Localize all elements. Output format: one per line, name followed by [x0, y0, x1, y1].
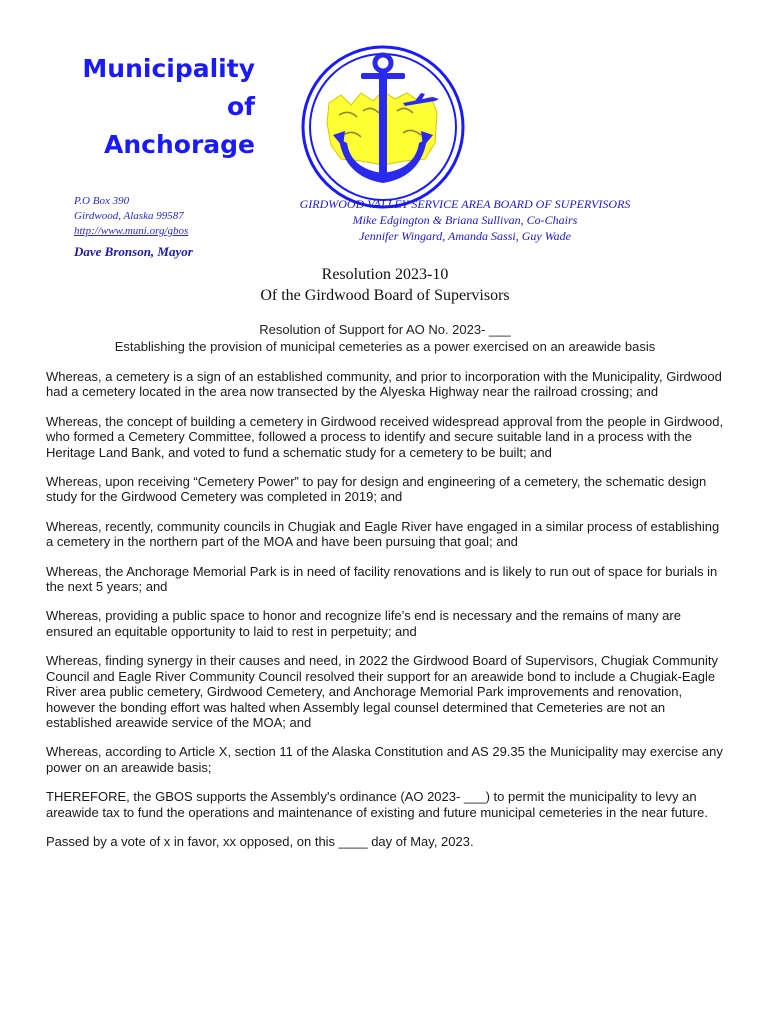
- resolution-heading: [0, 264, 770, 306]
- municipality-heading: [60, 50, 255, 164]
- board-members: Jennifer Wingard, Amanda Sassi, Guy Wade: [359, 229, 571, 243]
- mayor-name: Dave Bronson, Mayor: [74, 244, 193, 259]
- passed-vote-line: Passed by a vote of x in favor, xx opposed, on this ____ day of May, 2023.: [46, 833, 474, 849]
- paragraph: Whereas, recently, community councils in Chugiak and Eagle River have engaged in a similar process of establishing a cemetery in the northern part of the MOA and have been pursuing that goal; and: [46, 518, 720, 550]
- municipality-line-2: of: [226, 92, 255, 121]
- resolution-support: [0, 321, 770, 355]
- municipality-line-1: Municipality: [82, 54, 255, 83]
- paragraph: Whereas, finding synergy in their causes and need, in 2022 the Girdwood Board of Supervisors, Chugiak Community Council and Eagle River Community Council resolved their support for an areawide bond to include a Chugiak-Eagle River area public cemetery, Girdwood Cemetery, and Anchorage Memorial Park improvements and renovation, however the bonding effort was halted when Assembly legal counsel determined that Cemeteries are not an established areawide service of the MOA; and: [46, 653, 719, 730]
- resolution-body: [46, 369, 730, 863]
- address-line-2: Girdwood, Alaska 99587: [74, 210, 184, 222]
- paragraph: Whereas, according to Article X, section 11 of the Alaska Constitution and AS 29.35 the Municipality may exercise any power on an areawide basis;: [46, 744, 723, 775]
- board-block: [260, 196, 670, 244]
- paragraph: Whereas, upon receiving “Cemetery Power” to pay for design and engineering of a cemetery, the schematic design study for the Girdwood Cemetery was completed in 2019; and: [46, 474, 707, 505]
- paragraph: Whereas, the Anchorage Memorial Park is in need of facility renovations and is likely to run out of space for burials in the next 5 years; and: [46, 563, 718, 595]
- purpose-line: Establishing the provision of municipal cemeteries as a power exercised on an areawide basis: [114, 339, 656, 354]
- co-chairs: Mike Edgington & Briana Sullivan, Co-Chairs: [352, 213, 578, 227]
- anchor-seal-icon: [299, 43, 467, 211]
- paragraph: Whereas, providing a public space to honor and recognize life’s end is necessary and the remains of many are ensured an equitable opportunity to laid to rest in perpetuity; and: [46, 608, 681, 639]
- paragraph: Whereas, a cemetery is a sign of an established community, and prior to incorporation with the Municipality, Girdwood had a cemetery located in the area now transected by the Alyeska Highway near the railroad crossing; and: [46, 369, 722, 400]
- resolution-title: Resolution 2023-10: [321, 266, 449, 283]
- paragraph: THEREFORE, the GBOS supports the Assembly's ordinance (AO 2023- ___) to permit the municipality to levy an areawide tax to fund the operations and maintenance of existing and future municipal cemeteries in the near future.: [46, 789, 708, 820]
- address-block: [74, 194, 188, 239]
- resolution-subtitle: Of the Girdwood Board of Supervisors: [260, 287, 510, 304]
- paragraph: Whereas, the concept of building a cemetery in Girdwood received widespread approval from the people in Girdwood, who formed a Cemetery Committee, followed a process to identify and secure suitable land in a process with the Heritage Land Bank, and voted to fund a schematic study for a cemetery to be built; and: [46, 413, 724, 460]
- address-line-1: P.O Box 390: [74, 195, 130, 207]
- board-name: GIRDWOOD VALLEY SERVICE AREA BOARD OF SUPERVISORS: [299, 197, 631, 211]
- municipality-line-3: Anchorage: [104, 130, 255, 159]
- website-link[interactable]: http://www.muni.org/gbos: [74, 225, 189, 237]
- support-line: Resolution of Support for AO No. 2023- ___: [259, 322, 511, 337]
